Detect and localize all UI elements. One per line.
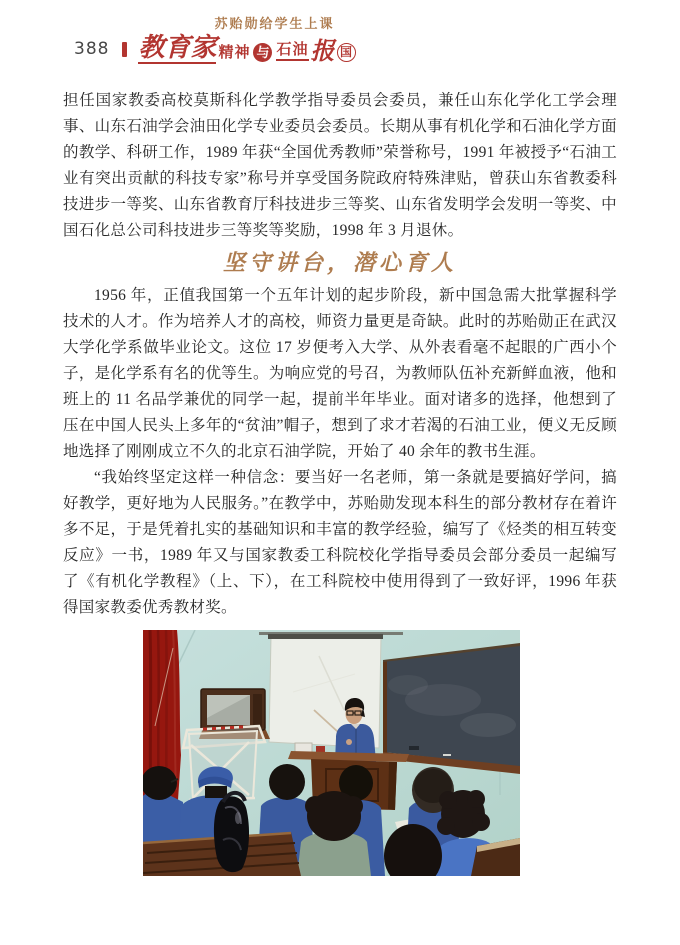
book-title-logo xyxy=(138,32,355,65)
body-paragraph-1: 担任国家教委高校莫斯科化学教学指导委员会委员，兼任山东化学化工学会理事、山东石油学会油田化学专业委员会委员。长期从事有机化学和石油化学方面的教学、科研工作，1989 年获“全国优秀教师”荣誉称号，1991 年被授予“石油工业有突出贡献的科技专家”称号并享受国务院政府特殊津贴，曾获山东省教委科技进步一等奖、山东省教育厅科技进步三等奖、山东省发明学会发明一等奖、中国石化总公司科技进步三等奖等奖励，1998 年 3 月退休。 xyxy=(63,92,617,239)
logo-segment-4: 石油 xyxy=(276,43,308,61)
logo-segment-2: 精神 xyxy=(218,44,251,61)
logo-circled-character: 国 xyxy=(337,43,356,62)
page-number: 388 xyxy=(74,39,110,59)
photo-black-bag xyxy=(214,793,249,872)
logo-segment-5: 报 xyxy=(310,38,335,65)
page-body xyxy=(63,88,617,876)
section-heading: 坚守讲台，潜心育人 xyxy=(222,250,457,275)
header-divider-bar xyxy=(122,42,127,57)
body-paragraph-3: “我始终坚定这样一种信念：要当好一名老师，第一条就是要搞好学问，搞好教学，更好地为人民服务。”在教学中，苏贻勋发现本科生的部分教材存在着许多不足，于是凭着扎实的基础知识和丰富的教学经验，编写了《烃类的相互转变反应》一书，1989 年又与国家教委工科院校化学指导委员会部分委员一起编写了《有机化学教程》（上、下），在工科院校中使用得到了一致好评，1996 年获得国家教委优秀教材奖。 xyxy=(63,469,617,616)
body-paragraph-2: 1956 年，正值我国第一个五年计划的起步阶段，新中国急需大批掌握科学技术的人才。作为培养人才的高校，师资力量更是奇缺。此时的苏贻勋正在武汉大学化学系做毕业论文。这位 17 岁便考入大学、从外表看毫不起眼的广西小个子，是化学系有名的优等生。为响应党的号召，为教师队伍补充新鲜血液，他和班上的 11 名品学兼优的同学一起，提前半年毕业。面对诸多的选择，他想到了压在中国人民头上多年的“贫油”帽子，想到了求才若渴的石油工业，便义无反顾地选择了刚刚成立不久的北京石油学院，开始了 40 余年的教书生涯。 xyxy=(63,287,617,460)
photo-caption: 苏贻勋给学生上课 xyxy=(214,16,335,31)
logo-circle-character: 与 xyxy=(253,43,272,62)
page-header xyxy=(74,34,356,64)
logo-segment-1: 教育家 xyxy=(138,32,217,62)
classroom-photo xyxy=(143,630,520,876)
